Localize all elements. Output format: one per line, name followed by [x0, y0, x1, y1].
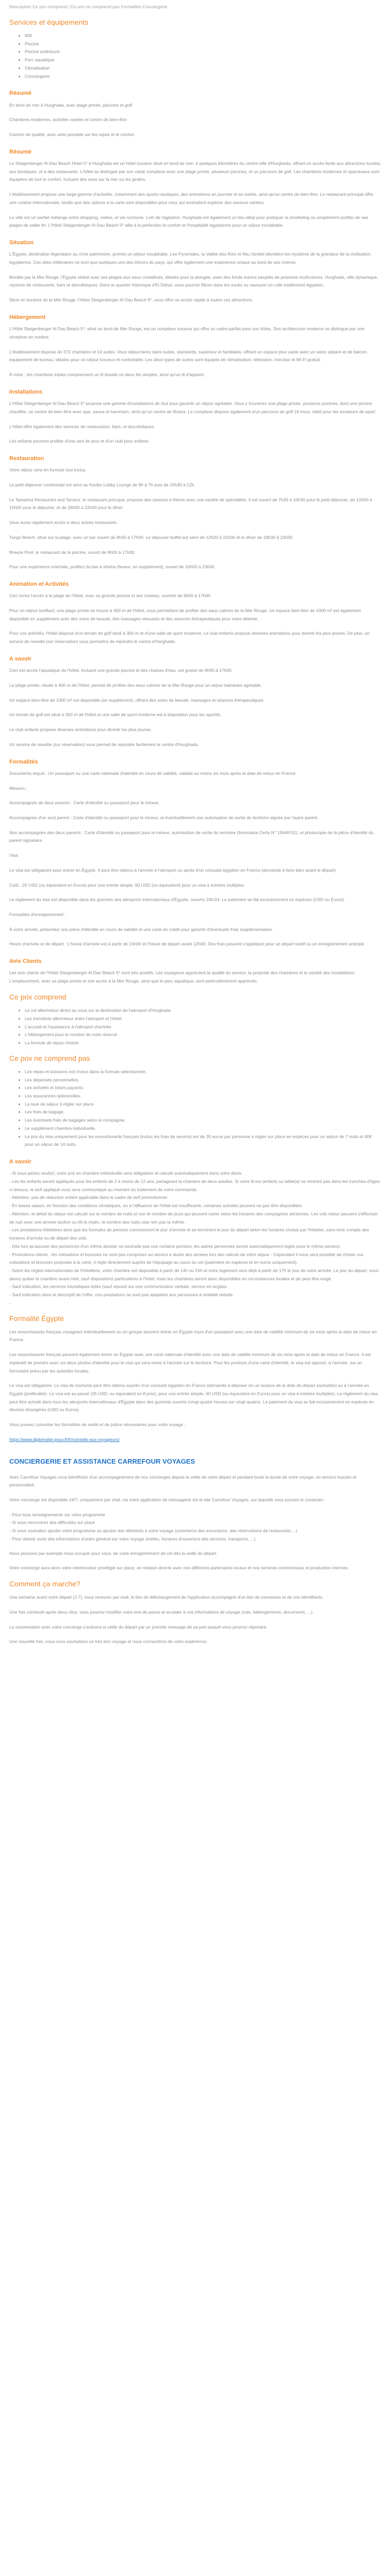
paragraph: Votre concierge aura alors votre interlocuteur privilégié sur place, en relation directe avec nos différents partenaires locaux et nos services commerciaux et production internes. [9, 1565, 349, 1571]
paragraph: Un service de navette (sur réservation) vous permet de rejoindre facilement le centre d'Hurghada. [9, 741, 199, 747]
paragraph: Le Tamarind Restaurant and Terrace, le restaurant principal, propose des saveurs à thème avec une variété de spécialités. Il est ouvert de 7h30 à 10h30 pour le petit-déjeuner, de 12h00 à 15h00 pour le déjeuner, et de 18h00 à 22h30 pour le dîner. [9, 497, 372, 511]
list-item: • Les assurances optionnelles. [25, 1092, 382, 1100]
paragraph: Le visa est obligatoire. Le visa de tourisme peut être obtenu auprès d'un consulat égyptien en France (demande à déposer en un avance de la date de départ souhaitée) ou à l'arrivée en Égypte (préférable). Le visa est au passé (25 USD, ou équivalent en Euros), pour une entrée simple, 60 USD (ou équivalent en Euros) pour un visa à entrées multiples). Le règlement du visa peut être acheté dans tous les aéroports internationaux d'Égypte dans des guichets ouverts (vingt-quatre heures sur vingt-quatre). Le paiement du visa se fait exclusivement en espèces en devises étrangères (USD ou Euros). [9, 1383, 378, 1413]
list-item: - Sauf indication, les services touristiques listés (sauf répond sur une communication verbale, service en anglais. [9, 1283, 382, 1291]
list-item: - Dès lors qu'aucune des personnes d'un même dossier ne souhaite pas une certaine pension, les autres personnes seront automatiquement logés sous le même pension. [9, 1243, 382, 1251]
services-heading: Services et équipements [9, 18, 89, 26]
paragraph: L'Hôtel Steigenberger Al Dau Beach 5*, situé au bord de Mer Rouge, est un complexe luxueux qui offre un cadre parfait pour vos hôtes. Son architecture moderne se distingue par une réception en marbre. [9, 326, 365, 340]
paragraph: Une nouvelle fois, nous vous souhaitons un très bon voyage et nous connections de votre expérience. [9, 1639, 208, 1645]
paragraph: Documents requis : Un passeport ou une carte nationale d'identité en cours de validité, valable au moins six mois après la date de retour en France. [9, 770, 297, 776]
avis-clients-heading: Avis Clients [9, 958, 42, 965]
formalite-egypte-heading: Formalité Égypte [9, 1314, 64, 1323]
paragraph: Vous aurez également accès à deux autres restaurants : [9, 520, 119, 526]
list-item: • Piscine [25, 40, 382, 48]
list-item: • Parc aquatique [25, 56, 382, 64]
list-item: • Le supplément chambre individuelle. [25, 1125, 382, 1133]
paragraph: Les enfants peuvent profiter d'une aire de jeux et d'un club pour enfants. [9, 438, 150, 444]
list-item: - Selon les règles internationales de l'hôtellerie, votre chambre est disponible à partir de 14h ou 15h et votre logement sera déjà à partir de 17h le jour de votre arrivée. Le jour du départ, vous devez quitter la chambre avant midi, sauf dispositions particulières à l'hôtel, mais les chambres seront donc disponibles en circonstances locales et de peut être exigé. [9, 1267, 382, 1283]
description-line: Description Ce prix comprend | Ce prix ne comprend pas Formalités Conciergerie [9, 4, 168, 9]
paragraph: Pour vos activités, l'hôtel dispose d'un terrain de golf situé à 300 m et d'une salle de sport moderne. Le club enfants propose diverses animations pour divertir les plus jeunes. De plus, un service de navette (sur réservation) vous permettra de rejoindre le centre d'Hurghada. [9, 631, 370, 645]
list-item: - Les prestations hôtelières ainsi que les formules de pension commencent le jour d'arrivée et se terminent le jour du départ selon les horaires choisis par l'hôtelier, sans tenir compte des horaires d'arrivée ou de départ des vols. [9, 1226, 382, 1242]
paragraph: Coût : 25 USD (ou équivalent en Euros) pour une entrée simple, 60 USD (ou équivalent) pour un visa à entrées multiples. [9, 882, 245, 888]
list-item: • Piscine extérieure [25, 48, 382, 56]
list-item: - Pour tous renseignements sur votre programme [9, 1511, 382, 1519]
list-item: • Conciergerie [25, 73, 382, 81]
paragraph: Chambres modernes, activités variées et centre de bien-être [9, 117, 127, 123]
list-item: • Les frais de bagage. [25, 1108, 382, 1116]
restauration-heading: Restauration [9, 455, 44, 462]
conciergerie-heading: CONCIERGERIE ET ASSISTANCE CARREFOUR VOYAGES [9, 1457, 195, 1465]
conciergerie-list [9, 1511, 382, 1544]
list-item: • Wifi [25, 32, 382, 40]
paragraph: Tango Beach, situé sur la plage, avec un bar ouvert de 9h00 à 17h00. Le déjeuner buffet est servi de 12h00 à 15h00 et le dîner de 18h30 à 22h00. [9, 534, 294, 540]
list-item: - Promotions clients : les cotisations et bonuses ne sont pas comprises au service à durée des annees lors des calculs de votre séjour - Cependant il vous sera possible de choisir vos cotisations et bonuses proposés à la carte, il règle directement auprès de l'équipage au cours du vol (paiement en espèces et en euros uniquement). [9, 1251, 382, 1267]
list-item: - Les lits enfants seront appliqués pour les enfants de 2 à moins de 12 ans, partageant la chambre de deux adultes. Si votre lit est (enfant) ou bébé(s) ne rentrent pas dans les tranches d'âges ci-dessus, le tarif appliqué vous sera communiqué au moment du traitement de votre commande. [9, 1178, 382, 1194]
comment-ca-marche-heading: Comment ça marche? [9, 1580, 80, 1588]
paragraph: Avec Carrefour Voyages vous bénéficiez d'un accompagnement de nos concierges depuis la veille de votre départ et pendant toute la durée de votre voyage, en service humain et personnalisé. [9, 1474, 356, 1488]
prix-comprend-heading: Ce prix comprend [9, 992, 67, 1001]
paragraph: Situé en bordure de la Mer Rouge, l'Hôtel Steigenberger Al Dau Beach 5*, vous offre un accès rapide à toutes ces attractions. [9, 297, 253, 303]
paragraph: L'Hôtel Steigenberger Al Dau Beach 5* propose une gamme d'installations de tout pour garantir un séjour agréable. Vous y trouverez une plage privée, plusieurs piscines, dont une piscine chauffée, un centre de bien-être avec spa, sauna et hammam, ainsi qu'un centre de fitness. Le complexe dispose également d'un parcours de golf 18 trous, idéal pour les amateurs de sport. [9, 401, 377, 414]
paragraph: Un espace bien-être de 1000 m² est disponible (en supplément), offrant des soins de beauté, massages et séances thérapeutiques. [9, 697, 265, 703]
resume-detail-heading: Résumé [9, 148, 31, 155]
paragraph: Les ressortissants français voyageant individuellement ou en groupe peuvent entrer en Égypte muni d'un passeport avec une date de validité minimum de six mois après la date de retour en France. [9, 1329, 377, 1343]
prix-ne-comprend-pas-heading: Ce prix ne comprend pas [9, 1054, 90, 1062]
paragraph: À votre arrivée, présentez une pièce d'identité en cours de validité et une carte de crédit pour garantir d'éventuels frais supplémentaires. [9, 926, 273, 932]
paragraph: Les ressortissants français peuvent également entrer en Égypte avec une carte nationale d'identité avec une date de validité minimum de six mois après la date de retour en France. Il est impératif de prendre avec soi deux photos d'identité pour le visa qui sera remis à l'arrivée sur le territoire. Pour les porteurs d'une carte d'identité, le visa est apposé, à l'arrivée, sur un formulaire prévu par les autorités locales. [9, 1352, 371, 1374]
list-item: • Le prix du visa uniquement pour les ressortissants français (inclus les frais de service) est de 35 euros par personne à régler sur place en espèces pour un séjour de 7 nuits et 40€ pour un séjour de 14 nuits. [25, 1133, 382, 1149]
list-item: • Les éventuels frais de bagages selon la compagnie. [25, 1116, 382, 1125]
list-item: • L'accueil et l'assistance à l'aéroport d'arrivée [25, 1023, 382, 1031]
paragraph: À noter : les chambres triples comprennent un lit double ou deux lits simples, ainsi qu'un lit d'appoint. [9, 372, 205, 378]
list-item: - Attention, pas de réduction enfant applicable dans le cadre de tarif promotionnel. [9, 1194, 382, 1202]
paragraph: Pour un séjour tonifiant, une plage privée se trouve à 400 m de l'hôtel, vous permettant de profiter des eaux calmes de la Mer Rouge. Un espace bien-être de 1000 m² est également disponible en supplément avec des soins de beauté, des massages relaxants et des séances thérapeutiques pour votre détente. [9, 608, 361, 621]
paragraph: Une fois connecté après deux clics, vous pourrez modifier votre mot de passe et accéder à vos informations de voyage (vols, hébergements, documents, ...). [9, 1609, 314, 1615]
diplomatie-link[interactable]: https://www.diplomatie.gouv.fr/fr/conseils-aux-voyageurs/ [9, 1436, 120, 1442]
paragraph: Les avis clients de l'Hôtel Steigenberger Al Dau Beach 5* sont très positifs. Les voyageurs apprécient la qualité du service, la propreté des chambres et la variété des installations. L'emplacement, avec sa plage privée et son accès à la Mer Rouge, ainsi que le parc aquatique, sont particulièrement appréciés. [9, 970, 356, 984]
list-item: • Le vol aller/retour direct au vous sur la destination de l'aéroport d'Hurghada [25, 1007, 382, 1015]
paragraph: Pour une expérience orientale, profitez du bar à shisha (faveur, en supplément), ouvert de 10h00 à 23h00. [9, 564, 216, 570]
paragraph: En bord de mer à Hurghada, avec plage privée, piscines et golf [9, 102, 132, 108]
situation-heading: Situation [9, 240, 34, 246]
a-savoir-list-heading: A savoir [9, 1159, 32, 1165]
paragraph: Le club enfants propose diverses animations pour divertir les plus jeunes. [9, 727, 152, 733]
paragraph: Un terrain de golf est situé à 300 m de l'hôtel et une salle de sport moderne est à disposition pour les sportifs. [9, 712, 222, 718]
list-item: - En basse saison, en fonction des conditions climatiques, ou à l'affluence de l'hôtel est insuffisante, certaines activités peuvent ne pas être disponibles. [9, 1202, 382, 1210]
paragraph: Le petit-déjeuner continental est servi au Karibu Lobby Lounge de 9h à 7h puis de 10h30 à 12h. [9, 482, 196, 487]
paragraph: L'établissement propose une large gamme d'activités, notamment des sports nautiques, des animations en journée et en soirée, ainsi qu'un centre de bien-être. Le restaurant principal offre une cuisine internationale, tandis que des options à la carte sont disponibles pour ceux qui souhaitent explorer des saveurs variées. [9, 192, 373, 205]
formalites-heading: Formalités [9, 758, 38, 765]
paragraph: Ceci inclut l'accès à la plage de l'hôtel, avec sa grande piscine et ses chaises, ouverte de 9h00 à 17h00. [9, 593, 212, 599]
paragraph: Formalités d'enregistrement : [9, 911, 66, 917]
paragraph: Le Steigenberger Al Dau Beach Hotel 5* à Hurghada est un hôtel luxueux situé en bord de mer, à quelques kilomètres du centre-ville d'Hurghada, offrant un accès facile aux attractions locales, aux boutiques, et à des restaurants. L'hôtel se distingue par son vaste complexe avec une plage privée, plusieurs piscines, et un parcours de golf. Les chambres modernes et spacieuses sont équipées de tout le confort, incluant des vues sur la mer ou les jardins. [9, 160, 382, 182]
installations-heading: Installations [9, 388, 43, 395]
list-item: - Si vous souhaitez ajouter votre programme ou ajouter des éléments à votre voyage (commerce des excursions, des réservations de restaurants ...) [9, 1527, 382, 1535]
paragraph: Mineurs : [9, 785, 27, 791]
paragraph: Ceci est accès l'aquatique de l'hôtel, incluant une grande piscine et des chaises d'eau, est gratuit de 9h00 à 17h00. [9, 668, 233, 673]
paragraph: Une semaine avant votre départ (J-7), vous recevrez par mail, le lien de téléchargement de l'application accompagné d'un lien de connexion et de vos identifiants. [9, 1595, 323, 1600]
animation-heading: Animation et Activités [9, 581, 69, 587]
resume-heading: Résumé [9, 90, 31, 97]
paragraph: Le règlement du visa est disponible dans les guichets des aéroports internationaux d'Égypte, ouverts 24h/24. Le paiement se fait exclusivement en espèces (USD ou Euros). [9, 897, 345, 903]
paragraph: La plage privée, située à 400 m de l'hôtel, permet de profiter des eaux calmes de la Mer Rouge pour un séjour balnéaire agréable. [9, 682, 262, 688]
hebergement-heading: Hébergement [9, 314, 46, 320]
list-item: • L'hébergement pour le nombre de nuits réservé [25, 1031, 382, 1039]
list-item: - Si vous rencontrez des difficultés sur place [9, 1519, 382, 1527]
services-list [9, 32, 382, 80]
list-item: • Climatisation [25, 64, 382, 73]
paragraph: Nous pouvons par exemple nous occuper pour vous, de votre enregistrement de vol dès la veille du départ. [9, 1550, 218, 1556]
list-item: - Attention, le détail du séjour est calculé sur le nombre de nuits et non le nombre de jours qui peuvent varier selon les horaires des compagnies aériennes. Les vols retour peuvent s'effectuer de nuit avec une arrivée tardive ou tôt le matin, la nombre des nuits cela non pas la même. [9, 1210, 382, 1226]
paragraph: Heure d'arrivée et de départ : L'heure d'arrivée est à partir de 15h00 et l'heure de départ avant 12h00. Des frais peuvent s'appliquer pour un départ tardif ou un enregistrement anticipé. [9, 941, 365, 947]
paragraph: Votre séjour sera en formule tout inclus. [9, 467, 87, 473]
list-item: • Les activités et loisirs payants. [25, 1084, 382, 1092]
list-item: - Sauf indication dans le descriptif de l'offre, nos prestations ne sont pas adaptées aux personnes à mobilité réduite. [9, 1291, 382, 1299]
list-item: - Si vous partez seul(e), votre prix en chambre individuelle sera obligatoire et calculé automatiquement dans votre devis. [9, 1170, 382, 1178]
paragraph: Votre concierge est disponible 24/7, uniquement par chat, via votre application de messagerie via le site Carrefour Voyages, sur laquelle vous pouvez le contacter : [9, 1497, 325, 1502]
list-item: • Les repas et boissons non inclus dans la formule sélectionnée. [25, 1068, 382, 1076]
paragraph: L'établissement dispose de 372 chambres et 14 suites. Vous séjournerez dans suites, standards, supérieur et familiales, offrant un espace plus vaste avec un salon séparé et de balcon, équipement de bureau, idéales pour un séjour luxueux et confortable. Les deux types de suites sont équipés de climatisation, télévision, mini-bar et Wi-Fi gratuit. [9, 349, 368, 363]
paragraph: Visa : [9, 853, 21, 858]
paragraph: Breeze Pool, le restaurant de la piscine, ouvert de 9h00 à 17h00. [9, 549, 136, 555]
list-item: • Les transferts aller/retour entre l'aéroport et l'hôtel [25, 1015, 382, 1023]
paragraph: Non accompagnés des deux parents : Carte d'identité ou passeport pour le mineur, autorisation de sortie du territoire (formulaire Cerfa N° 15646*01), et photocopie de la pièce d'identité du parent signataire. [9, 829, 373, 843]
list-item: • La formule de repas choisie [25, 1039, 382, 1047]
list-item: • La taxe de séjour à régler sur place. [25, 1100, 382, 1109]
a-savoir-list [9, 1170, 382, 1307]
paragraph: Bordée par la Mer Rouge, l'Égypte séduit avec ses plages aux eaux cristallines, idéales pour la plongée, avec des fonds marins peuplés de poissons multicolores. Hurghada, ville dynamique, rayonne de restaurants, bars et discothèques. Dans le quartier historique d'El Dahar, vous pourrez flâner dans les souks ou savourer un café traditionnel égyptien. [9, 274, 379, 288]
paragraph: Camino de qualité, avec arès possible sur les repas et le confort. [9, 131, 135, 137]
paragraph: La ville est un parfait mélange entre shopping, visites, et vie nocturne. Loin de l'agitation, Hurghada est également un lieu idéal pour pratiquer la snorkeling ou simplement profiter de ses plages de sable fin. L'Hôtel Steigenberger Al Dau Beach 5* allie à la perfection le confort et l'hospitalité égyptienne pour un séjour inoubliable. [9, 214, 368, 228]
paragraph: L'Égypte, destination légendaire au riche patrimoine, promet un séjour inoubliable. Les Pyramides, la Vallée des Rois et Abu Simbel dévoilent les mystères de la grandeur de la civilisation égyptienne. Ces sites millénaires ne sont que quelques-uns des trésors du pays, qui offre également une expérience unique au bord de ses rivières. [9, 251, 371, 265]
list-item [9, 1299, 382, 1308]
paragraph: Accompagnés d'un seul parent : Carte d'identité ou passeport pour le mineur, et éventuellement une autorisation de sortie du territoire signée par l'autre parent. [9, 815, 319, 820]
paragraph: Accompagnés de deux parents : Carte d'identité ou passeport pour le mineur. [9, 800, 160, 806]
paragraph: Vous pouvez consulter les formalités de santé et de police nécessaires pour votre voyage : [9, 1422, 186, 1428]
list-item: • Les dépenses personnelles. [25, 1076, 382, 1084]
list-item: - Pour obtenir avoir des informations d'ordre général sur votre voyage (météo, horaires d'ouverture des services, transports, ...) [9, 1535, 382, 1544]
a-savoir-heading: A savoir [9, 655, 32, 662]
paragraph: La conversation avec votre concierge s'activera la veille du départ par un premier message de sa part auquel vous pourrez répondre. [9, 1624, 268, 1630]
prix-ne-comprend-pas-list [9, 1068, 382, 1149]
paragraph: L'hôtel offre également des services de restauration, bars, et discothèques. [9, 423, 155, 429]
paragraph: Le visa est obligatoire pour entrer en Égypte. Il peut être obtenu à l'arrivée à l'aéroport ou après d'un consulat égyptien en France (demande à faire bien avant le départ). [9, 867, 337, 873]
prix-comprend-list [9, 1007, 382, 1047]
